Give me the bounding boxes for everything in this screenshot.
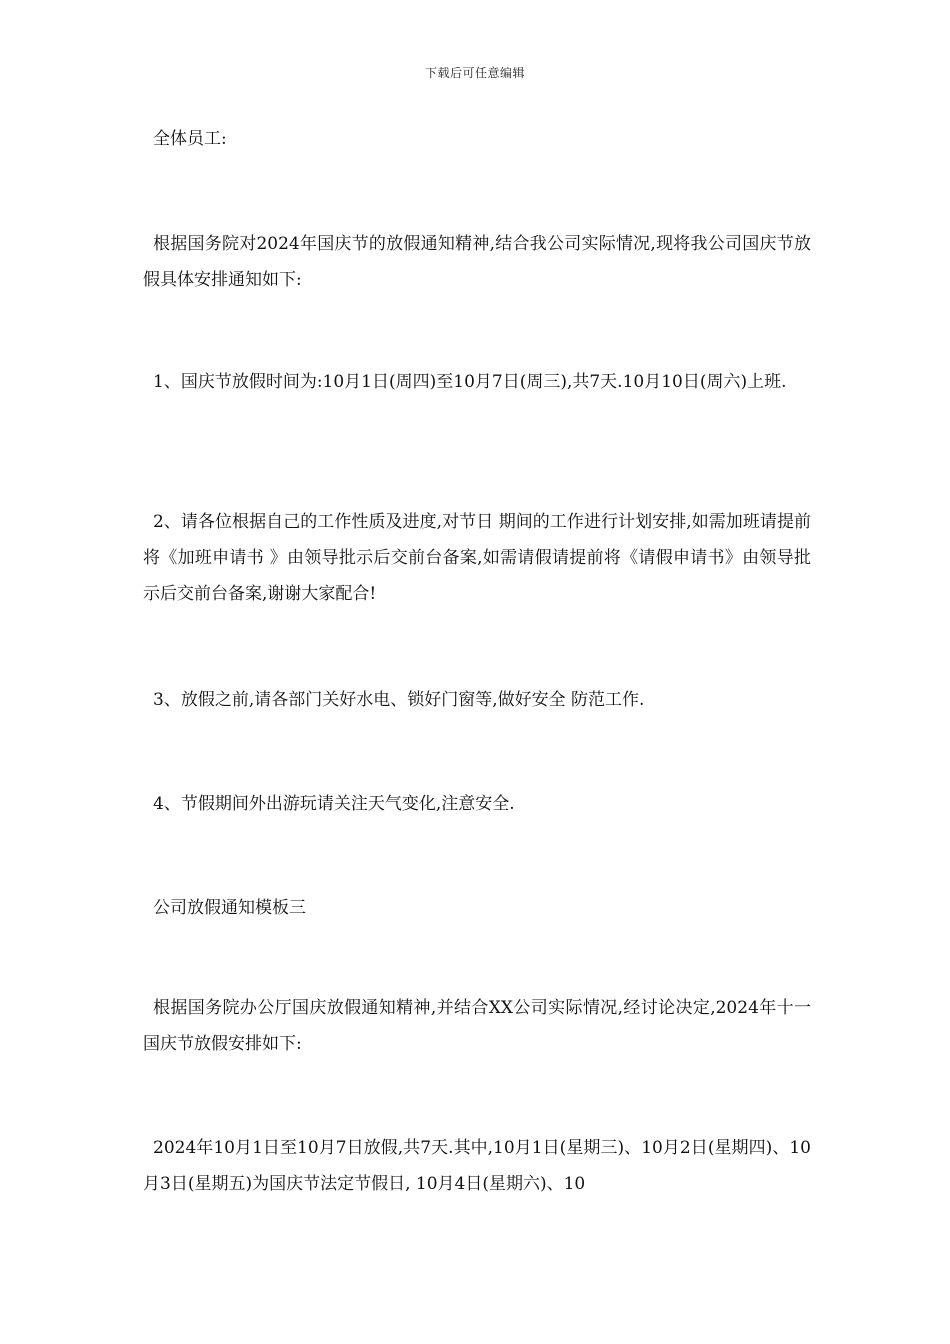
list-item-2: 2、请各位根据自己的工作性质及进度,对节日 期间的工作进行计划安排,如需加班请提前将《加班申请书 》由领导批示后交前台备案,如需请假请提前将《请假申请书》由领导批示后交前台备案,谢谢大家配合!	[143, 512, 811, 604]
page-header: 下载后可任意编辑	[424, 66, 525, 80]
list-item-1: 1、国庆节放假时间为:10月1日(周四)至10月7日(周三),共7天.10月10日(周六)上班.	[153, 372, 787, 392]
list-item-4: 4、节假期间外出游玩请关注天气变化,注意安全.	[153, 794, 515, 814]
salutation: 全体员工:	[153, 129, 227, 149]
list-item-3: 3、放假之前,请各部门关好水电、锁好门窗等,做好安全 防范工作.	[153, 690, 645, 710]
section-title: 公司放假通知模板三	[153, 898, 306, 918]
intro-paragraph: 根据国务院对2024年国庆节的放假通知精神,结合我公司实际情况,现将我公司国庆节放假具体安排通知如下:	[143, 234, 811, 290]
schedule-paragraph: 2024年10月1日至10月7日放假,共7天.其中,10月1日(星期三)、10月2日(星期四)、10月3日(星期五)为国庆节法定节假日, 10月4日(星期六)、10	[143, 1138, 811, 1194]
section-intro-paragraph: 根据国务院办公厅国庆放假通知精神,并结合XX公司实际情况,经讨论决定,2024年十一国庆节放假安排如下:	[143, 998, 811, 1054]
